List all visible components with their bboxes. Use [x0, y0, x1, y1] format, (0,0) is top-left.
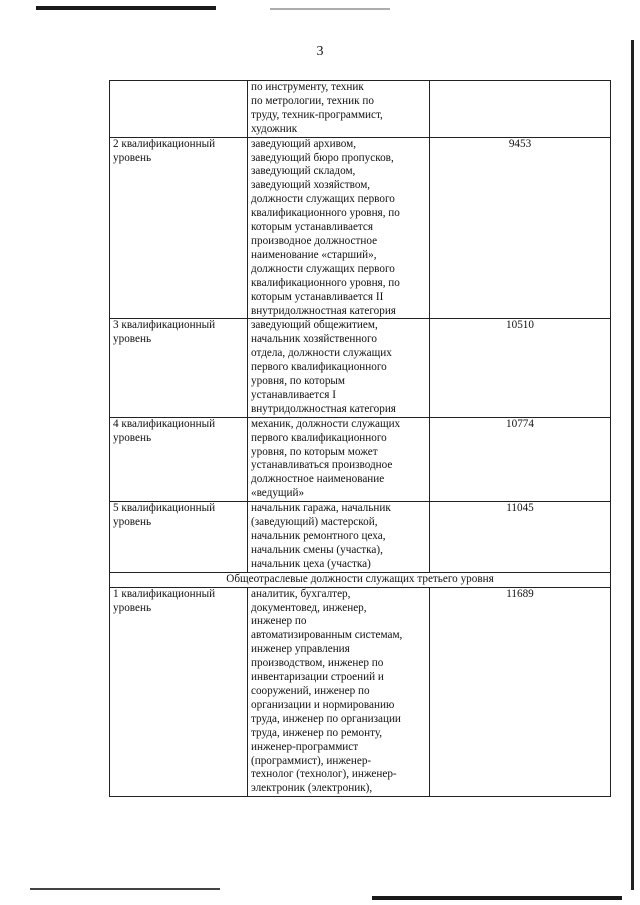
position-line: квалификационного уровня, по: [251, 276, 400, 289]
position-line: наименование «старший»,: [251, 248, 377, 261]
salary-cell: [430, 81, 611, 138]
position-line: заведующий архивом,: [251, 137, 357, 150]
position-line: квалификационного уровня, по: [251, 207, 400, 220]
table-row: [110, 137, 611, 319]
position-line: должности служащих первого: [251, 193, 395, 206]
salary-table: [109, 80, 611, 797]
scan-artifact-right-edge: [631, 40, 634, 890]
position-line: «ведущий»: [251, 487, 305, 500]
section-heading-row: [110, 572, 611, 587]
position-line: организации и нормированию: [251, 698, 395, 711]
position-line: сооружений, инженер по: [251, 684, 370, 697]
position-line: внутридолжностная категория: [251, 304, 396, 317]
salary-cell: 11045: [430, 502, 611, 573]
section-heading: Общеотраслевые должности служащих третьего уровня: [110, 572, 611, 587]
position-line: уровня, по которым: [251, 375, 346, 388]
salary-cell: 10510: [430, 319, 611, 417]
position-line: по инструменту, техник: [251, 81, 364, 93]
position-line: начальник цеха (участка): [251, 557, 371, 570]
positions-cell: [248, 81, 430, 138]
position-line: инвентаризации строений и: [251, 671, 384, 684]
position-line: труда, инженер по организации: [251, 712, 401, 725]
page-number: 3: [316, 44, 324, 59]
salary-cell: 11689: [430, 587, 611, 797]
position-line: (заведующий) мастерской,: [251, 516, 378, 529]
positions-cell: [248, 502, 430, 573]
table-row: [110, 417, 611, 501]
positions-cell: [248, 417, 430, 501]
positions-cell: [248, 319, 430, 417]
position-line: труду, техник-программист,: [251, 108, 383, 121]
position-line: производством, инженер по: [251, 657, 384, 670]
salary-cell: 10774: [430, 417, 611, 501]
table-row: [110, 81, 611, 138]
position-line: инженер-программист: [251, 740, 359, 753]
position-line: заведующий общежитием,: [251, 319, 378, 332]
position-line: которым устанавливается: [251, 221, 374, 234]
scan-artifact-top-left: [36, 6, 216, 10]
position-line: первого квалификационного: [251, 431, 387, 444]
position-line: начальник хозяйственного: [251, 333, 377, 346]
table-row: [110, 319, 611, 417]
salary-cell: 9453: [430, 137, 611, 319]
scan-artifact-bottom-left: [30, 888, 220, 890]
position-line: механик, должности служащих: [251, 417, 401, 430]
position-line: инженер по: [251, 615, 307, 628]
position-line: (программист), инженер-: [251, 754, 372, 767]
table-row: [110, 587, 611, 797]
level-cell: 1 квалификационный уровень: [110, 587, 248, 797]
position-line: электроник (электроник),: [251, 782, 373, 795]
position-line: технолог (технолог), инженер-: [251, 768, 397, 781]
positions-cell: [248, 587, 430, 797]
level-cell: 4 квалификационный уровень: [110, 417, 248, 501]
scan-artifact-bottom-right: [372, 896, 622, 900]
position-line: первого квалификационного: [251, 361, 387, 374]
position-line: устанавливается I: [251, 388, 336, 401]
position-line: заведующий бюро пропусков,: [251, 151, 394, 164]
scan-artifact-top-right: [270, 8, 390, 10]
position-line: которым устанавливается II: [251, 290, 384, 303]
position-line: документовед, инженер,: [251, 601, 367, 614]
level-cell: 3 квалификационный уровень: [110, 319, 248, 417]
position-line: заведующий складом,: [251, 165, 356, 178]
position-line: начальник ремонтного цеха,: [251, 530, 386, 542]
position-line: инженер управления: [251, 643, 350, 656]
position-line: внутридолжностная категория: [251, 402, 396, 415]
position-line: аналитик, бухгалтер,: [251, 587, 351, 600]
position-line: должностное наименование: [251, 473, 385, 486]
level-cell: [110, 81, 248, 138]
position-line: по метрологии, техник по: [251, 94, 374, 107]
position-line: устанавливаться производное: [251, 459, 393, 472]
positions-cell: [248, 137, 430, 319]
position-line: художник: [251, 122, 298, 135]
level-cell: 2 квалификационный уровень: [110, 137, 248, 319]
position-line: заведующий хозяйством,: [251, 179, 371, 192]
position-line: должности служащих первого: [251, 262, 395, 275]
position-line: начальник смены (участка),: [251, 543, 383, 556]
position-line: производное должностное: [251, 234, 378, 247]
position-line: труда, инженер по ремонту,: [251, 726, 383, 739]
table-row: [110, 502, 611, 573]
position-line: уровня, по которым может: [251, 445, 378, 458]
position-line: отдела, должности служащих: [251, 347, 392, 360]
position-line: начальник гаража, начальник: [251, 502, 391, 515]
level-cell: 5 квалификационный уровень: [110, 502, 248, 573]
position-line: автоматизированным системам,: [251, 629, 403, 642]
